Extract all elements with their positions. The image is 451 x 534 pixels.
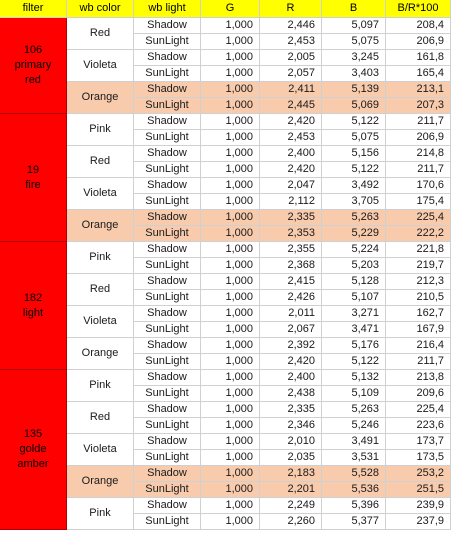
- r-cell[interactable]: 2,057: [260, 66, 322, 82]
- b-r-ratio-cell[interactable]: 206,9: [386, 34, 451, 50]
- b-cell[interactable]: 5,122: [322, 114, 386, 130]
- header-filter: filter: [0, 0, 67, 18]
- g-cell[interactable]: 1,000: [201, 306, 260, 322]
- wb-light-cell[interactable]: Shadow: [134, 370, 201, 386]
- r-cell[interactable]: 2,047: [260, 178, 322, 194]
- r-cell[interactable]: 2,445: [260, 98, 322, 114]
- wb-light-cell[interactable]: SunLight: [134, 194, 201, 210]
- wb-light-cell[interactable]: Shadow: [134, 146, 201, 162]
- wb-light-cell[interactable]: Shadow: [134, 82, 201, 98]
- b-r-ratio-cell[interactable]: 237,9: [386, 514, 451, 530]
- g-cell[interactable]: 1,000: [201, 34, 260, 50]
- wb-light-cell[interactable]: SunLight: [134, 258, 201, 274]
- b-cell[interactable]: 5,536: [322, 482, 386, 498]
- filter-label: 135 golde amber: [17, 428, 49, 470]
- wb-color-cell[interactable]: [67, 146, 134, 178]
- b-cell[interactable]: 5,122: [322, 162, 386, 178]
- wb-light-cell[interactable]: Shadow: [134, 50, 201, 66]
- g-cell[interactable]: 1,000: [201, 418, 260, 434]
- g-cell[interactable]: 1,000: [201, 322, 260, 338]
- g-cell[interactable]: 1,000: [201, 466, 260, 482]
- b-r-ratio-cell[interactable]: 175,4: [386, 194, 451, 210]
- wb-light-cell[interactable]: SunLight: [134, 322, 201, 338]
- r-cell[interactable]: 2,392: [260, 338, 322, 354]
- g-cell[interactable]: 1,000: [201, 514, 260, 530]
- g-cell[interactable]: 1,000: [201, 210, 260, 226]
- r-cell[interactable]: 2,446: [260, 18, 322, 34]
- r-cell[interactable]: 2,201: [260, 482, 322, 498]
- header-b-r-ratio: B/R*100: [386, 0, 451, 18]
- b-cell[interactable]: 3,403: [322, 66, 386, 82]
- g-cell[interactable]: 1,000: [201, 66, 260, 82]
- wb-light-cell[interactable]: SunLight: [134, 290, 201, 306]
- wb-color-label: Pink: [89, 379, 111, 391]
- b-cell[interactable]: 5,122: [322, 354, 386, 370]
- g-cell[interactable]: 1,000: [201, 242, 260, 258]
- r-cell[interactable]: 2,353: [260, 226, 322, 242]
- header-g: G: [201, 0, 260, 18]
- wb-light-cell[interactable]: SunLight: [134, 66, 201, 82]
- b-r-ratio-cell[interactable]: 211,7: [386, 162, 451, 178]
- wb-color-cell[interactable]: [67, 466, 134, 498]
- b-cell[interactable]: 5,075: [322, 130, 386, 146]
- r-cell[interactable]: 2,411: [260, 82, 322, 98]
- wb-color-cell[interactable]: [67, 498, 134, 530]
- wb-color-label: Pink: [89, 123, 111, 135]
- b-cell[interactable]: 5,528: [322, 466, 386, 482]
- wb-color-label: Orange: [81, 347, 119, 359]
- filter-cell[interactable]: [0, 370, 67, 530]
- wb-light-cell[interactable]: SunLight: [134, 386, 201, 402]
- wb-color-cell[interactable]: [67, 370, 134, 402]
- b-r-ratio-cell[interactable]: 211,7: [386, 354, 451, 370]
- wb-color-cell[interactable]: [67, 274, 134, 306]
- b-cell[interactable]: 5,377: [322, 514, 386, 530]
- wb-light-cell[interactable]: Shadow: [134, 210, 201, 226]
- b-cell[interactable]: 5,246: [322, 418, 386, 434]
- g-cell[interactable]: 1,000: [201, 258, 260, 274]
- b-r-ratio-cell[interactable]: 239,9: [386, 498, 451, 514]
- b-cell[interactable]: 5,263: [322, 402, 386, 418]
- filter-label: 19 fire: [25, 163, 41, 191]
- wb-color-label: Violeta: [83, 187, 117, 199]
- wb-color-label: Violeta: [83, 315, 117, 327]
- filter-cell[interactable]: [0, 18, 67, 114]
- r-cell[interactable]: 2,453: [260, 130, 322, 146]
- header-r: R: [260, 0, 322, 18]
- g-cell[interactable]: 1,000: [201, 402, 260, 418]
- r-cell[interactable]: 2,005: [260, 50, 322, 66]
- b-r-ratio-cell[interactable]: 208,4: [386, 18, 451, 34]
- r-cell[interactable]: 2,249: [260, 498, 322, 514]
- wb-color-cell[interactable]: [67, 82, 134, 114]
- b-r-ratio-cell[interactable]: 165,4: [386, 66, 451, 82]
- b-r-ratio-cell[interactable]: 216,4: [386, 338, 451, 354]
- g-cell[interactable]: 1,000: [201, 386, 260, 402]
- b-cell[interactable]: 5,139: [322, 82, 386, 98]
- wb-color-label: Red: [89, 155, 111, 167]
- wb-color-cell[interactable]: [67, 18, 134, 50]
- wb-light-cell[interactable]: Shadow: [134, 114, 201, 130]
- wb-color-label: Red: [89, 283, 111, 295]
- wb-light-cell[interactable]: SunLight: [134, 162, 201, 178]
- g-cell[interactable]: 1,000: [201, 274, 260, 290]
- wb-color-label: Violeta: [83, 59, 117, 71]
- b-cell[interactable]: 3,471: [322, 322, 386, 338]
- header-b: B: [322, 0, 386, 18]
- b-r-ratio-cell[interactable]: 161,8: [386, 50, 451, 66]
- b-r-ratio-cell[interactable]: 170,6: [386, 178, 451, 194]
- r-cell[interactable]: 2,346: [260, 418, 322, 434]
- wb-color-label: Pink: [89, 251, 111, 263]
- filter-cell[interactable]: [0, 242, 67, 370]
- b-r-ratio-cell[interactable]: 213,1: [386, 82, 451, 98]
- b-cell[interactable]: 3,492: [322, 178, 386, 194]
- g-cell[interactable]: 1,000: [201, 482, 260, 498]
- g-cell[interactable]: 1,000: [201, 194, 260, 210]
- wb-light-cell[interactable]: SunLight: [134, 418, 201, 434]
- wb-color-cell[interactable]: [67, 242, 134, 274]
- r-cell[interactable]: 2,011: [260, 306, 322, 322]
- r-cell[interactable]: 2,067: [260, 322, 322, 338]
- r-cell[interactable]: 2,426: [260, 290, 322, 306]
- b-r-ratio-cell[interactable]: 225,4: [386, 210, 451, 226]
- wb-light-cell[interactable]: SunLight: [134, 226, 201, 242]
- b-cell[interactable]: 5,396: [322, 498, 386, 514]
- wb-light-cell[interactable]: Shadow: [134, 18, 201, 34]
- b-r-ratio-cell[interactable]: 210,5: [386, 290, 451, 306]
- wb-color-cell[interactable]: [67, 210, 134, 242]
- r-cell[interactable]: 2,420: [260, 162, 322, 178]
- g-cell[interactable]: 1,000: [201, 434, 260, 450]
- b-cell[interactable]: 5,069: [322, 98, 386, 114]
- g-cell[interactable]: 1,000: [201, 18, 260, 34]
- g-cell[interactable]: 1,000: [201, 370, 260, 386]
- wb-light-cell[interactable]: Shadow: [134, 338, 201, 354]
- b-r-ratio-cell[interactable]: 207,3: [386, 98, 451, 114]
- r-cell[interactable]: 2,183: [260, 466, 322, 482]
- r-cell[interactable]: 2,453: [260, 34, 322, 50]
- r-cell[interactable]: 2,400: [260, 370, 322, 386]
- wb-light-cell[interactable]: Shadow: [134, 242, 201, 258]
- b-cell[interactable]: 5,128: [322, 274, 386, 290]
- b-cell[interactable]: 5,132: [322, 370, 386, 386]
- wb-light-cell[interactable]: SunLight: [134, 98, 201, 114]
- wb-light-cell[interactable]: Shadow: [134, 466, 201, 482]
- g-cell[interactable]: 1,000: [201, 82, 260, 98]
- b-r-ratio-cell[interactable]: 222,2: [386, 226, 451, 242]
- g-cell[interactable]: 1,000: [201, 338, 260, 354]
- wb-color-cell[interactable]: [67, 338, 134, 370]
- filter-cell[interactable]: [0, 114, 67, 242]
- r-cell[interactable]: 2,438: [260, 386, 322, 402]
- b-r-ratio-cell[interactable]: 253,2: [386, 466, 451, 482]
- r-cell[interactable]: 2,368: [260, 258, 322, 274]
- wb-color-cell[interactable]: [67, 306, 134, 338]
- g-cell[interactable]: 1,000: [201, 450, 260, 466]
- wb-light-cell[interactable]: Shadow: [134, 178, 201, 194]
- wb-color-label: Orange: [81, 475, 119, 487]
- wb-color-label: Violeta: [83, 443, 117, 455]
- r-cell[interactable]: 2,260: [260, 514, 322, 530]
- wb-color-cell[interactable]: [67, 402, 134, 434]
- wb-color-cell[interactable]: [67, 434, 134, 466]
- wb-light-cell[interactable]: SunLight: [134, 514, 201, 530]
- wb-light-cell[interactable]: SunLight: [134, 34, 201, 50]
- filter-label: 106 primary red: [14, 44, 52, 86]
- b-cell[interactable]: 5,176: [322, 338, 386, 354]
- b-r-ratio-cell[interactable]: 162,7: [386, 306, 451, 322]
- g-cell[interactable]: 1,000: [201, 114, 260, 130]
- filter-label: 182 light: [22, 291, 44, 319]
- b-r-ratio-cell[interactable]: 214,8: [386, 146, 451, 162]
- wb-color-label: Red: [89, 411, 111, 423]
- wb-color-label: Red: [89, 27, 111, 39]
- wb-color-label: Orange: [81, 219, 119, 231]
- header-wb-light: wb light: [134, 0, 201, 18]
- b-r-ratio-cell[interactable]: 212,3: [386, 274, 451, 290]
- r-cell[interactable]: 2,355: [260, 242, 322, 258]
- g-cell[interactable]: 1,000: [201, 146, 260, 162]
- r-cell[interactable]: 2,335: [260, 210, 322, 226]
- b-r-ratio-cell[interactable]: 173,5: [386, 450, 451, 466]
- b-cell[interactable]: 3,245: [322, 50, 386, 66]
- r-cell[interactable]: 2,335: [260, 402, 322, 418]
- b-r-ratio-cell[interactable]: 223,6: [386, 418, 451, 434]
- b-r-ratio-cell[interactable]: 206,9: [386, 130, 451, 146]
- wb-color-cell[interactable]: [67, 178, 134, 210]
- b-cell[interactable]: 5,224: [322, 242, 386, 258]
- b-cell[interactable]: 5,075: [322, 34, 386, 50]
- g-cell[interactable]: 1,000: [201, 290, 260, 306]
- b-r-ratio-cell[interactable]: 173,7: [386, 434, 451, 450]
- b-cell[interactable]: 5,156: [322, 146, 386, 162]
- r-cell[interactable]: 2,400: [260, 146, 322, 162]
- r-cell[interactable]: 2,420: [260, 114, 322, 130]
- b-cell[interactable]: 5,107: [322, 290, 386, 306]
- wb-light-cell[interactable]: SunLight: [134, 482, 201, 498]
- g-cell[interactable]: 1,000: [201, 354, 260, 370]
- b-r-ratio-cell[interactable]: 219,7: [386, 258, 451, 274]
- wb-color-label: Pink: [89, 507, 111, 519]
- wb-light-cell[interactable]: SunLight: [134, 450, 201, 466]
- b-cell[interactable]: 3,271: [322, 306, 386, 322]
- b-r-ratio-cell[interactable]: 167,9: [386, 322, 451, 338]
- b-cell[interactable]: 3,705: [322, 194, 386, 210]
- g-cell[interactable]: 1,000: [201, 178, 260, 194]
- b-r-ratio-cell[interactable]: 251,5: [386, 482, 451, 498]
- wb-light-cell[interactable]: Shadow: [134, 402, 201, 418]
- wb-light-cell[interactable]: Shadow: [134, 274, 201, 290]
- b-r-ratio-cell[interactable]: 221,8: [386, 242, 451, 258]
- b-cell[interactable]: 5,097: [322, 18, 386, 34]
- g-cell[interactable]: 1,000: [201, 98, 260, 114]
- wb-light-cell[interactable]: SunLight: [134, 354, 201, 370]
- g-cell[interactable]: 1,000: [201, 226, 260, 242]
- r-cell[interactable]: 2,112: [260, 194, 322, 210]
- r-cell[interactable]: 2,420: [260, 354, 322, 370]
- r-cell[interactable]: 2,035: [260, 450, 322, 466]
- g-cell[interactable]: 1,000: [201, 162, 260, 178]
- g-cell[interactable]: 1,000: [201, 50, 260, 66]
- r-cell[interactable]: 2,010: [260, 434, 322, 450]
- b-r-ratio-cell[interactable]: 213,8: [386, 370, 451, 386]
- b-cell[interactable]: 5,229: [322, 226, 386, 242]
- b-r-ratio-cell[interactable]: 209,6: [386, 386, 451, 402]
- b-cell[interactable]: 5,263: [322, 210, 386, 226]
- b-cell[interactable]: 5,109: [322, 386, 386, 402]
- wb-color-label: Orange: [81, 91, 119, 103]
- r-cell[interactable]: 2,415: [260, 274, 322, 290]
- wb-light-cell[interactable]: SunLight: [134, 130, 201, 146]
- wb-light-cell[interactable]: Shadow: [134, 498, 201, 514]
- b-cell[interactable]: 3,491: [322, 434, 386, 450]
- g-cell[interactable]: 1,000: [201, 130, 260, 146]
- b-r-ratio-cell[interactable]: 225,4: [386, 402, 451, 418]
- b-r-ratio-cell[interactable]: 211,7: [386, 114, 451, 130]
- b-cell[interactable]: 5,203: [322, 258, 386, 274]
- wb-color-cell[interactable]: [67, 50, 134, 82]
- b-cell[interactable]: 3,531: [322, 450, 386, 466]
- wb-color-cell[interactable]: [67, 114, 134, 146]
- header-wb-color: wb color: [67, 0, 134, 18]
- wb-light-cell[interactable]: Shadow: [134, 306, 201, 322]
- wb-light-cell[interactable]: Shadow: [134, 434, 201, 450]
- g-cell[interactable]: 1,000: [201, 498, 260, 514]
